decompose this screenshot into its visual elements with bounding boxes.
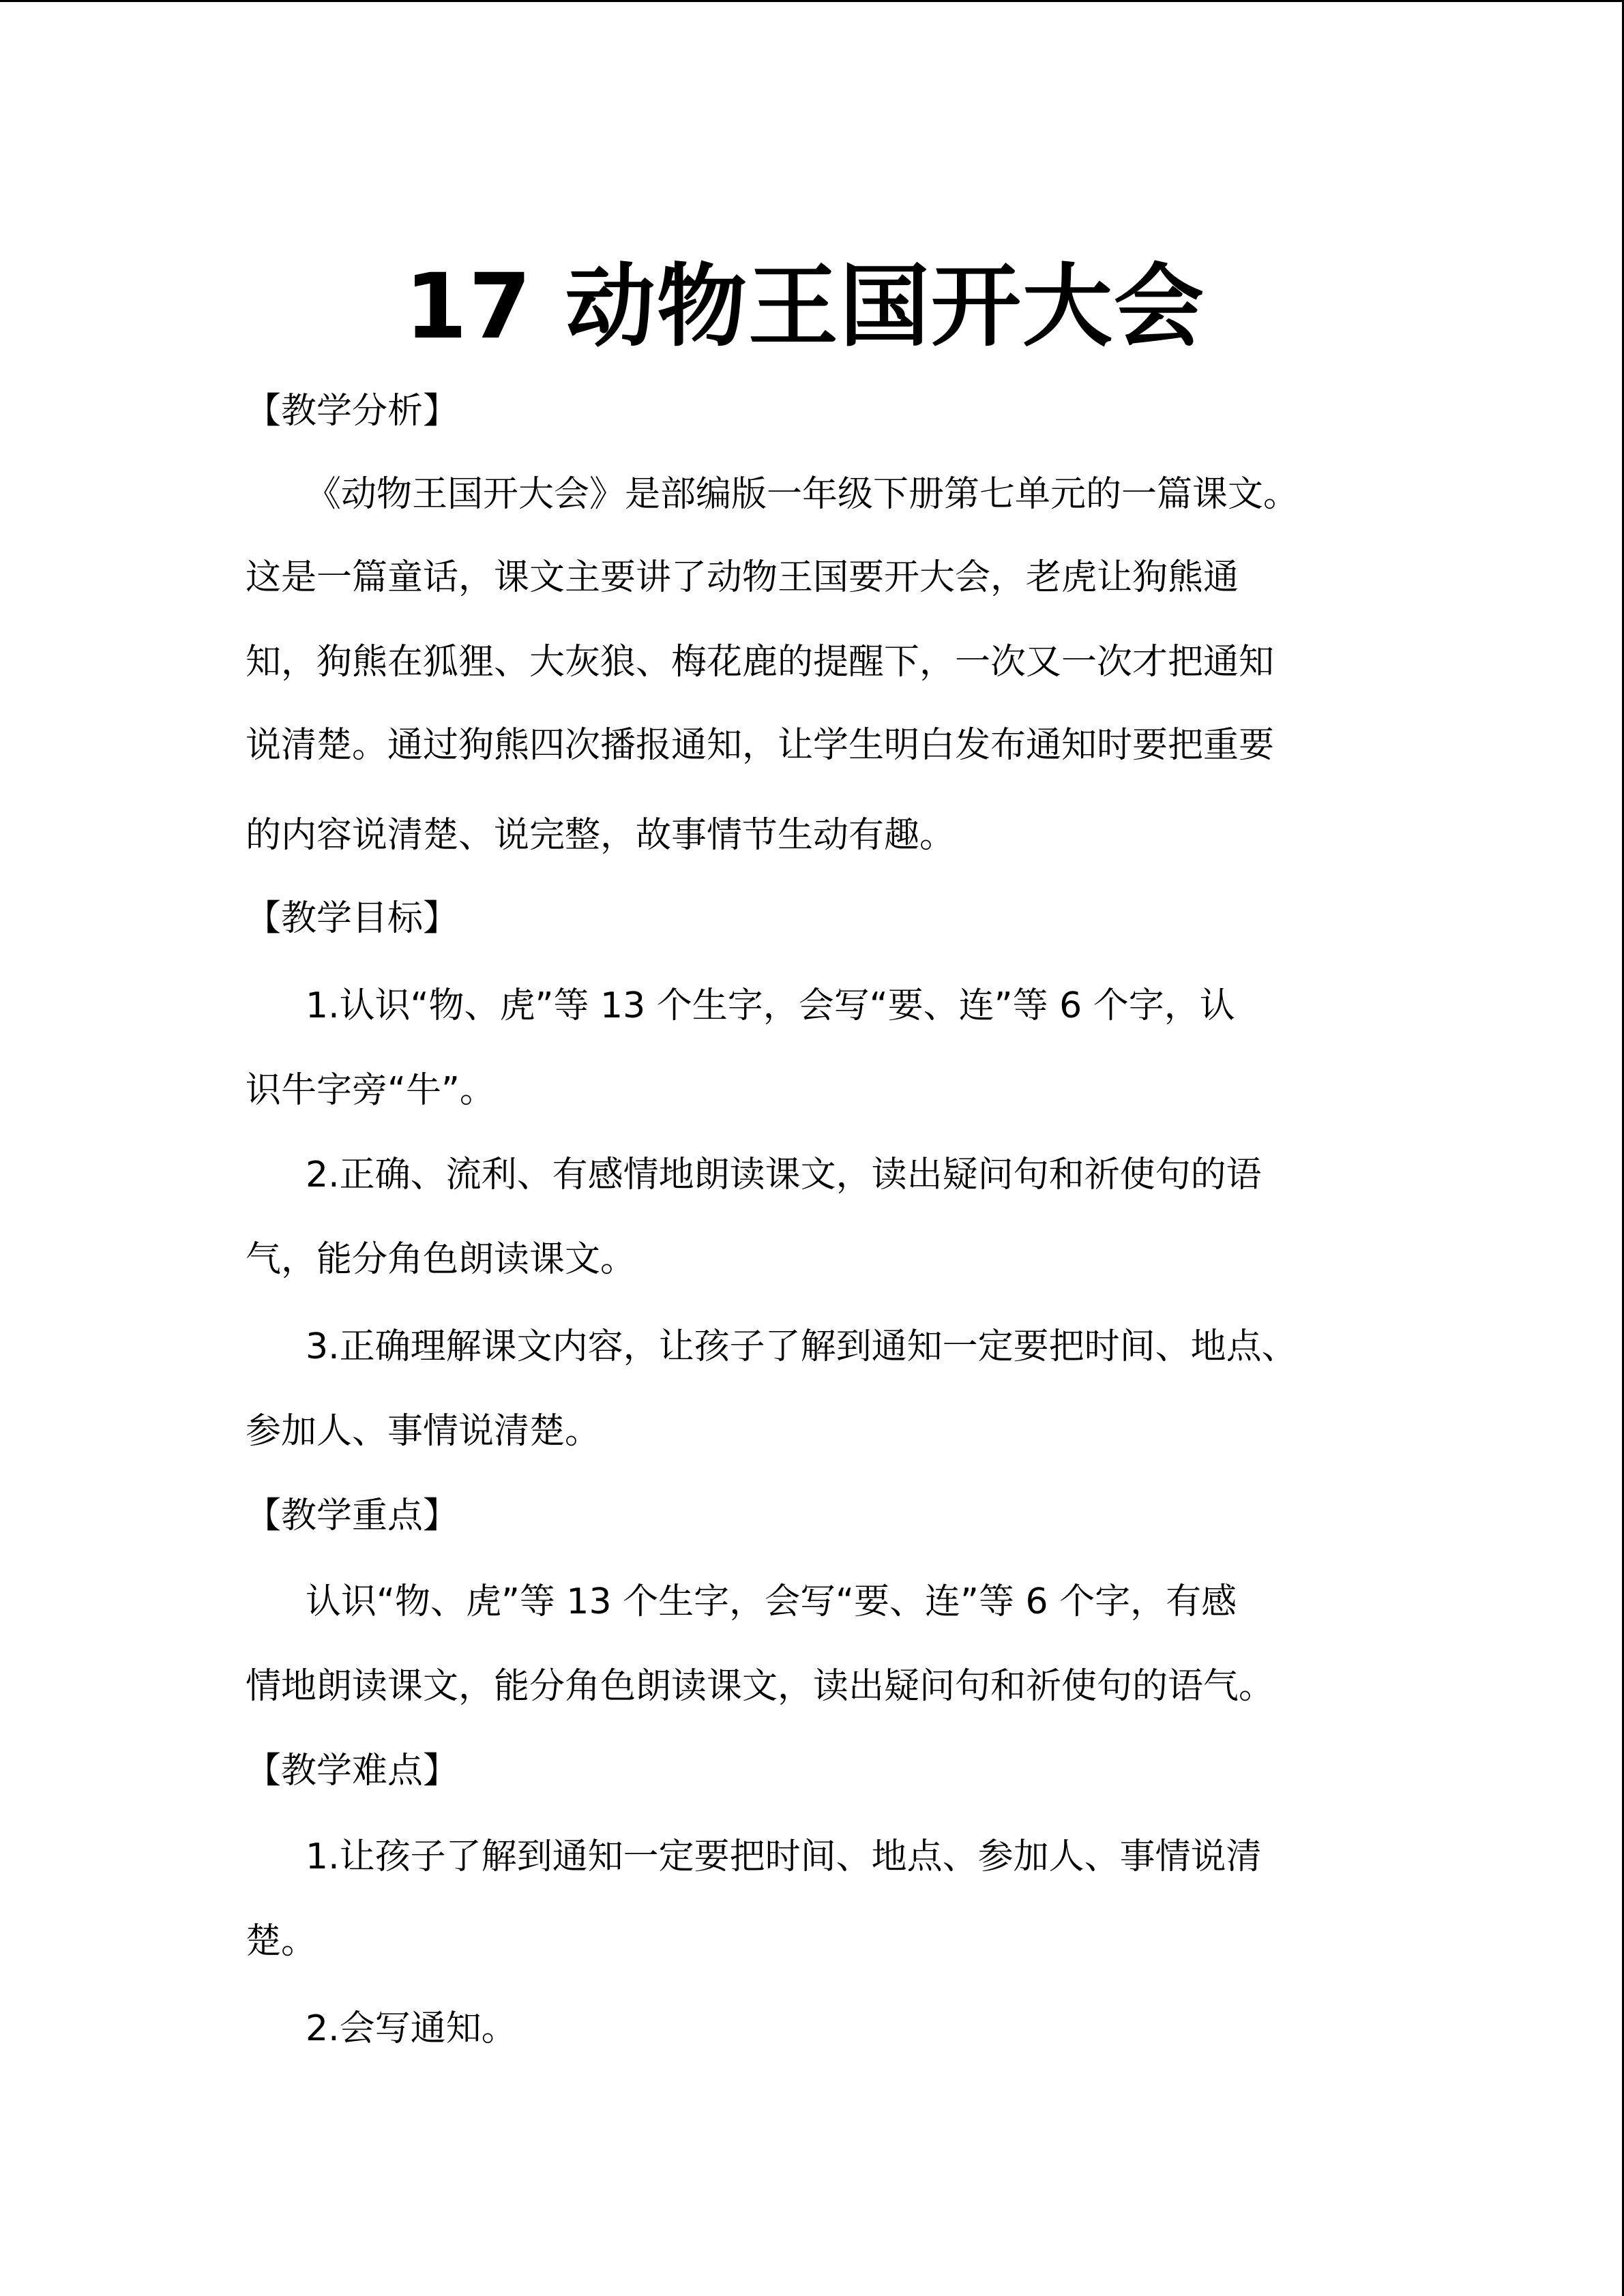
paragraph-line: 这是一篇童话，课文主要讲了动物王国要开大会，老虎让狗熊通	[246, 557, 1239, 598]
section-heading-difficulties: 【教学难点】	[246, 1750, 459, 1791]
paragraph-line: 参加人、事情说清楚。	[246, 1411, 601, 1452]
paragraph-line: 说清楚。通过狗熊四次播报通知，让学生明白发布通知时要把重要	[246, 725, 1275, 766]
paragraph-line: 认识“物、虎”等 13 个生字，会写“要、连”等 6 个字，有感	[306, 1581, 1237, 1622]
paragraph-line: 2.正确、流利、有感情地朗读课文，读出疑问句和祈使句的语	[306, 1154, 1262, 1195]
paragraph-line: 的内容说清楚、说完整，故事情节生动有趣。	[246, 815, 956, 856]
paragraph-line: 知，狗熊在狐狸、大灰狼、梅花鹿的提醒下，一次又一次才把通知	[246, 642, 1275, 683]
document-title: 17 动物王国开大会	[404, 254, 1205, 359]
paragraph-line: 气，能分角色朗读课文。	[246, 1239, 636, 1280]
paragraph-line: 1.让孩子了解到通知一定要把时间、地点、参加人、事情说清	[306, 1836, 1262, 1877]
section-heading-key-points: 【教学重点】	[246, 1495, 459, 1536]
paragraph-line: 1.认识“物、虎”等 13 个生字，会写“要、连”等 6 个字，认	[306, 985, 1235, 1026]
paragraph-line: 3.正确理解课文内容，让孩子了解到通知一定要把时间、地点、	[306, 1326, 1297, 1367]
paragraph-line: 情地朗读课文，能分角色朗读课文，读出疑问句和祈使句的语气。	[246, 1666, 1275, 1707]
paragraph-line: 识牛字旁“牛”。	[246, 1070, 495, 1111]
section-heading-analysis: 【教学分析】	[246, 391, 459, 432]
section-heading-goals: 【教学目标】	[246, 898, 459, 939]
paragraph-line: 《动物王国开大会》是部编版一年级下册第七单元的一篇课文。	[306, 474, 1299, 515]
paragraph-line: 楚。	[246, 1921, 317, 1962]
page-border-top	[0, 0, 1624, 2]
paragraph-line: 2.会写通知。	[306, 2008, 517, 2049]
